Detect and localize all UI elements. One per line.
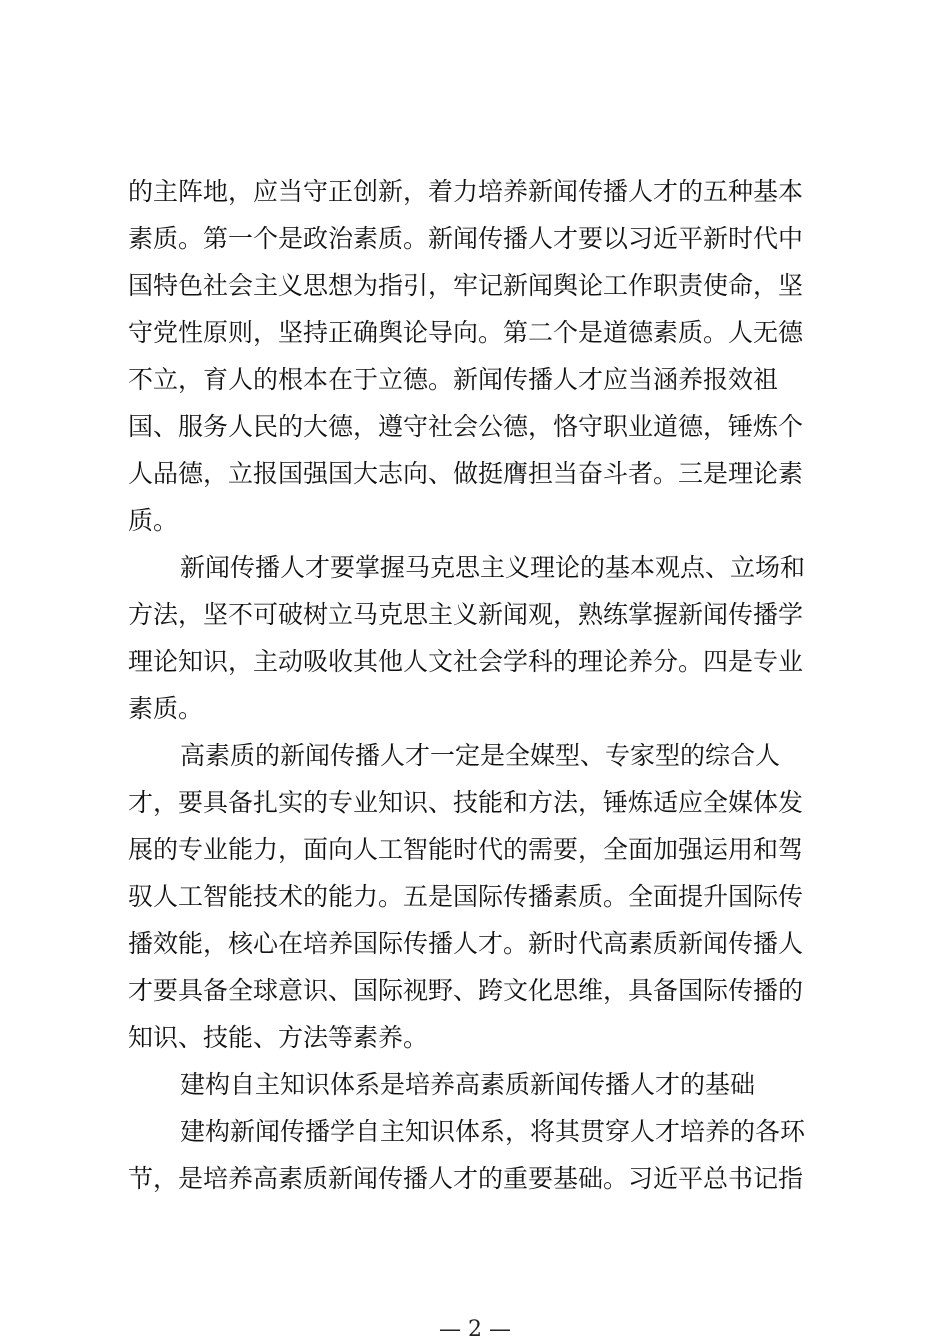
paragraph-3-line-4: 驭人工智能技术的能力。五是国际传播素质。全面提升国际传: [128, 882, 804, 911]
paragraph-1-line-1: 的主阵地，应当守正创新，着力培养新闻传播人才的五种基本: [128, 177, 804, 206]
section-heading: 建构自主知识体系是培养高素质新闻传播人才的基础: [180, 1070, 756, 1099]
paragraph-3-line-1: 高素质的新闻传播人才一定是全媒型、专家型的综合人: [180, 741, 781, 770]
paragraph-2-line-1: 新闻传播人才要掌握马克思主义理论的基本观点、立场和: [180, 553, 806, 582]
paragraph-2-line-2: 方法，坚不可破树立马克思主义新闻观，熟练掌握新闻传播学: [128, 600, 804, 629]
paragraph-1-line-3: 国特色社会主义思想为指引，牢记新闻舆论工作职责使命，坚: [128, 271, 804, 300]
paragraph-2-line-3: 理论知识，主动吸收其他人文社会学科的理论养分。四是专业: [128, 647, 804, 676]
paragraph-5-line-1: 建构新闻传播学自主知识体系，将其贯穿人才培养的各环: [180, 1117, 806, 1146]
paragraph-3-line-3: 展的专业能力，面向人工智能时代的需要，全面加强运用和驾: [128, 835, 804, 864]
paragraph-3-line-7: 知识、技能、方法等素养。: [128, 1023, 429, 1052]
page-number: — 2 —: [439, 1317, 511, 1342]
paragraph-3-line-5: 播效能，核心在培养国际传播人才。新时代高素质新闻传播人: [128, 929, 804, 958]
paragraph-1-line-7: 人品德，立报国强国大志向、做挺膺担当奋斗者。三是理论素: [128, 459, 804, 488]
paragraph-3-line-2: 才，要具备扎实的专业知识、技能和方法，锤炼适应全媒体发: [128, 788, 804, 817]
paragraph-1-line-6: 国、服务人民的大德，遵守社会公德，恪守职业道德，锤炼个: [128, 412, 804, 441]
paragraph-1-line-8: 质。: [128, 506, 179, 535]
paragraph-5-line-2: 节，是培养高素质新闻传播人才的重要基础。习近平总书记指: [128, 1164, 804, 1193]
paragraph-2-line-4: 素质。: [128, 694, 204, 723]
paragraph-1-line-4: 守党性原则，坚持正确舆论导向。第二个是道德素质。人无德: [128, 318, 804, 347]
paragraph-1-line-2: 素质。第一个是政治素质。新闻传播人才要以习近平新时代中: [128, 224, 804, 253]
paragraph-3-line-6: 才要具备全球意识、国际视野、跨文化思维，具备国际传播的: [128, 976, 804, 1005]
paragraph-1-line-5: 不立，育人的根本在于立德。新闻传播人才应当涵养报效祖: [128, 365, 779, 394]
